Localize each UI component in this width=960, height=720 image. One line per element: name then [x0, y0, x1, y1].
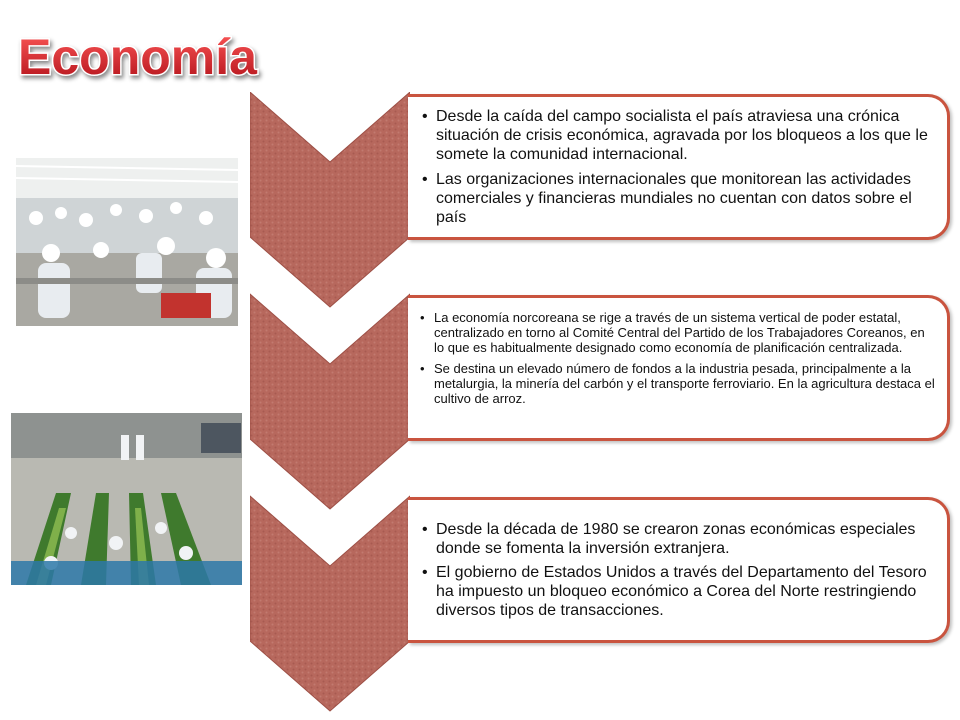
chevron-3 — [250, 496, 410, 711]
page-title — [14, 18, 304, 88]
bullet-item: • Desde la caída del campo socialista el país atraviesa una crónica situación de crisis económica, agravada por los bloqueos a los que le somete la comunidad internacional. — [420, 107, 935, 164]
section-box-3 — [408, 497, 950, 643]
bullet-item: • La economía norcoreana se rige a través de un sistema vertical de poder estatal, centralizado en torno al Comité Central del Partido de los Trabajadores Coreanos, en lo que es habitualmente designado como economía de planificación centralizada. — [418, 310, 937, 355]
section-box-1 — [408, 94, 950, 240]
bullet-list — [420, 107, 935, 227]
bullet-list — [420, 520, 935, 620]
bullet-item: • El gobierno de Estados Unidos a través del Departamento del Tesoro ha impuesto un bloqueo económico a Corea del Norte restringiendo diversos tipos de transacciones. — [420, 563, 935, 620]
chevron-arrows — [250, 92, 410, 718]
bullet-item: • Las organizaciones internacionales que monitorean las actividades comerciales y financieras mundiales no cuentan con datos sobre el país — [420, 170, 935, 227]
chevron-2 — [250, 294, 410, 509]
greenhouse-workers-photo — [11, 413, 242, 585]
chevron-1 — [250, 92, 410, 307]
section-box-2 — [408, 295, 950, 441]
bullet-item: • Se destina un elevado número de fondos a la industria pesada, principalmente a la metalurgia, la minería del carbón y el transporte ferroviario. En la agricultura destaca el cultivo de arroz. — [418, 361, 937, 406]
bullet-item: • Desde la década de 1980 se crearon zonas económicas especiales donde se fomenta la inversión extranjera. — [420, 520, 935, 558]
factory-workers-photo — [16, 158, 238, 326]
svg-text:Economía: Economía — [18, 29, 257, 85]
bullet-list — [418, 310, 937, 406]
